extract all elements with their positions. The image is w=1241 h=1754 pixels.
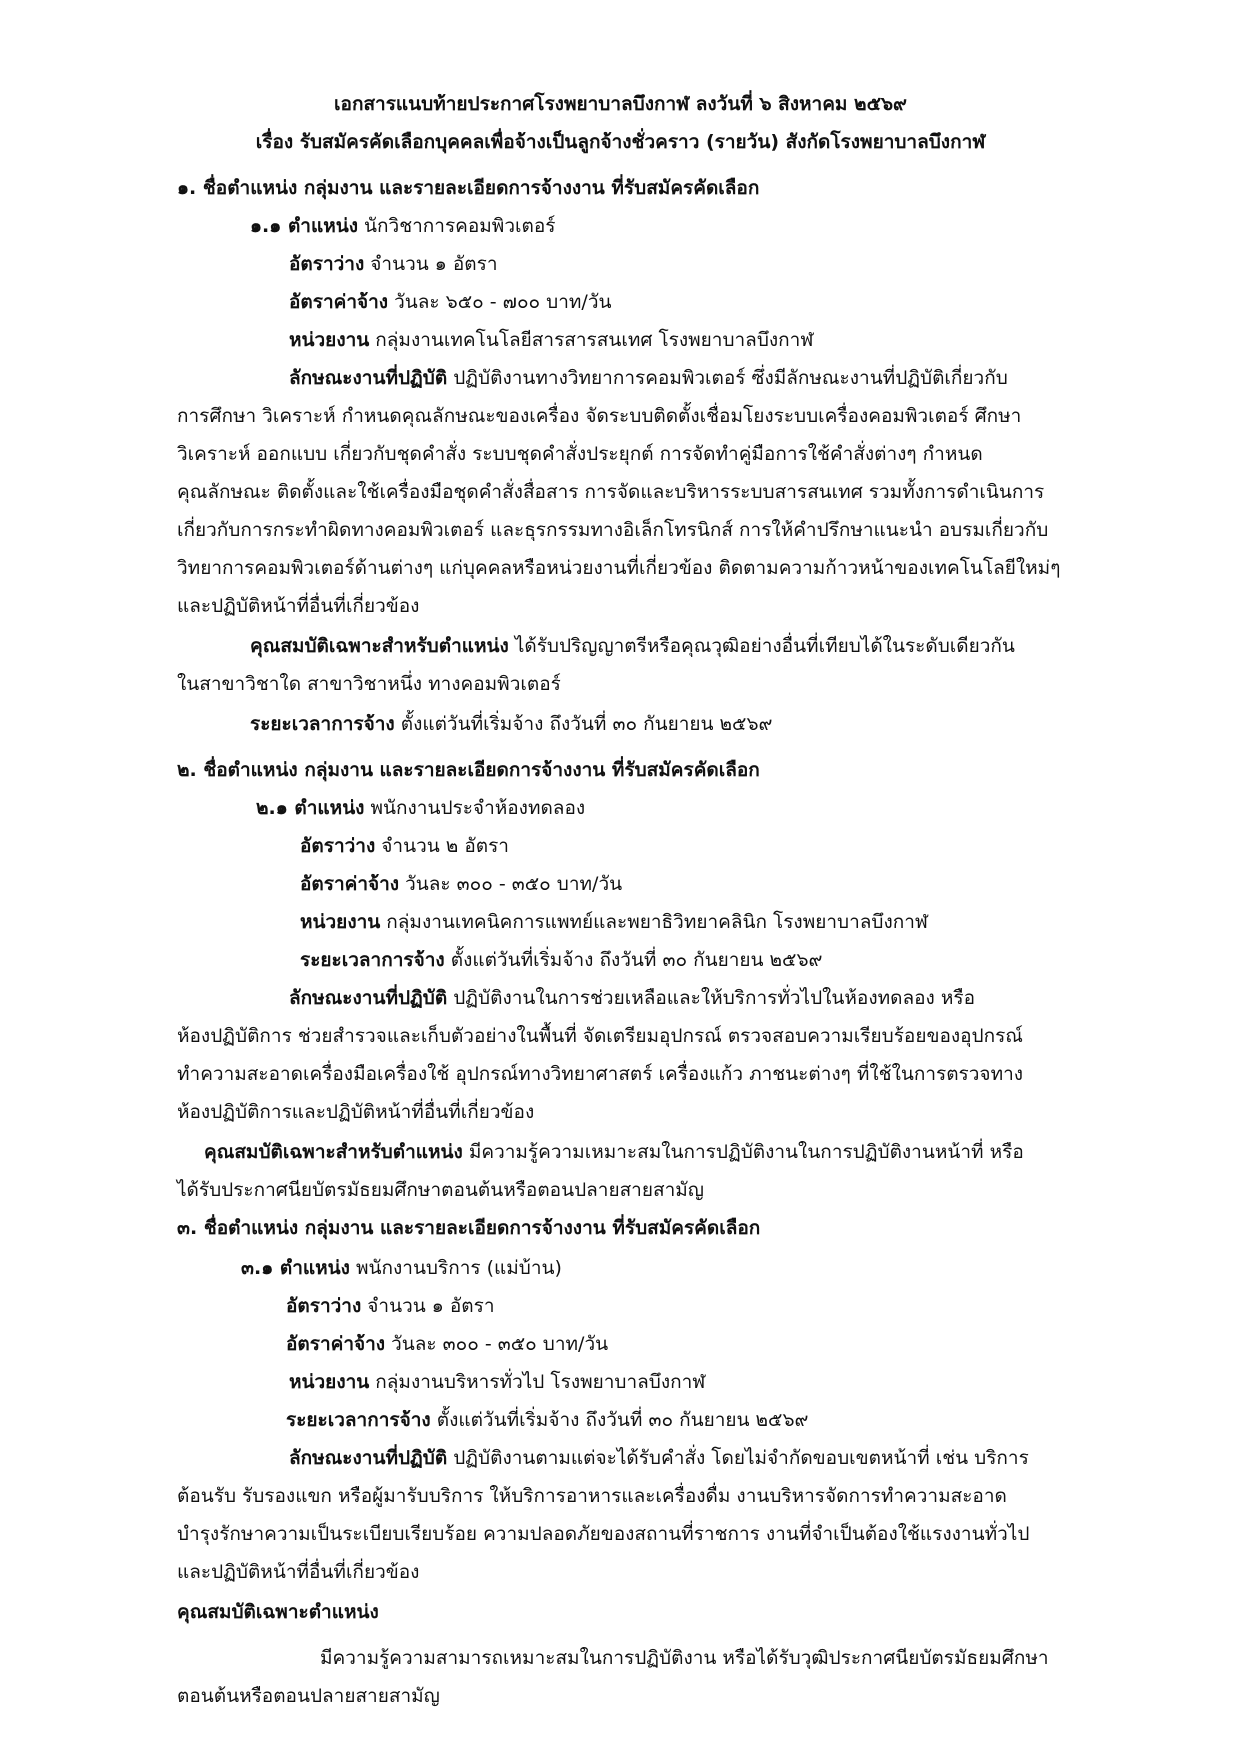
s2-vacancy: อัตราว่าง จำนวน ๒ อัตรา xyxy=(300,835,509,857)
header-line-2: เรื่อง รับสมัครคัดเลือกบุคคลเพื่อจ้างเป็นลูกจ้างชั่วคราว (รายวัน) สังกัดโรงพยาบาลบึงกาฬ xyxy=(255,131,986,153)
s2-duty-line: ห้องปฏิบัติการและปฏิบัติหน้าที่อื่นที่เกี่ยวข้อง xyxy=(177,1101,535,1123)
s1-period: ระยะเวลาการจ้าง ตั้งแต่วันที่เริ่มจ้าง ถึงวันที่ ๓๐ กันยายน ๒๕๖๙ xyxy=(250,713,773,735)
s2-qualification-cont: ได้รับประกาศนียบัตรมัธยมศึกษาตอนต้นหรือตอนปลายสายสามัญ xyxy=(177,1179,704,1201)
s2-duty-line: ทำความสะอาดเครื่องมือเครื่องใช้ อุปกรณ์ทางวิทยาศาสตร์ เครื่องแก้ว ภาชนะต่างๆ ที่ใช้ในการตรวจทาง xyxy=(177,1063,1024,1085)
header-line-1: เอกสารแนบท้ายประกาศโรงพยาบาลบึงกาฬ ลงวันที่ ๖ สิงหาคม ๒๕๖๙ xyxy=(334,93,907,115)
s3-duty-line: และปฏิบัติหน้าที่อื่นที่เกี่ยวข้อง xyxy=(177,1561,420,1583)
s3-unit: หน่วยงาน กลุ่มงานบริหารทั่วไป โรงพยาบาลบึงกาฬ xyxy=(289,1371,706,1393)
s1-duty-first-line: ลักษณะงานที่ปฏิบัติ ปฏิบัติงานทางวิทยาการคอมพิวเตอร์ ซึ่งมีลักษณะงานที่ปฏิบัติเกี่ยวกับ xyxy=(289,367,1008,389)
s2-position: ๒.๑ ตำแหน่ง พนักงานประจำห้องทดลอง xyxy=(256,797,586,819)
s2-duty-line: ห้องปฏิบัติการ ช่วยสำรวจและเก็บตัวอย่างในพื้นที่ จัดเตรียมอุปกรณ์ ตรวจสอบความเรียบร้อยของอุปกรณ์ xyxy=(177,1025,1023,1047)
s1-wage: อัตราค่าจ้าง วันละ ๖๕๐ - ๗๐๐ บาท/วัน xyxy=(289,291,612,313)
s2-wage: อัตราค่าจ้าง วันละ ๓๐๐ - ๓๕๐ บาท/วัน xyxy=(300,873,623,895)
s1-unit: หน่วยงาน กลุ่มงานเทคโนโลยีสารสารสนเทศ โรงพยาบาลบึงกาฬ xyxy=(289,329,814,351)
s1-duty-line: การศึกษา วิเคราะห์ กำหนดคุณลักษณะของเครื่อง จัดระบบติดตั้งเชื่อมโยงระบบเครื่องคอมพิวเตอร์ ศึกษา xyxy=(177,405,1022,427)
s1-position: ๑.๑ ตำแหน่ง นักวิชาการคอมพิวเตอร์ xyxy=(250,215,556,237)
s3-qualification-cont: ตอนต้นหรือตอนปลายสายสามัญ xyxy=(177,1685,440,1707)
s1-duty-line: วิเคราะห์ ออกแบบ เกี่ยวกับชุดคำสั่ง ระบบชุดคำสั่งประยุกต์ การจัดทำคู่มือการใช้คำสั่งต่างๆ กำหนด xyxy=(177,443,983,465)
s2-duty-first-line: ลักษณะงานที่ปฏิบัติ ปฏิบัติงานในการช่วยเหลือและให้บริการทั่วไปในห้องทดลอง หรือ xyxy=(289,987,975,1009)
s3-duty-line: ต้อนรับ รับรองแขก หรือผู้มารับบริการ ให้บริการอาหารและเครื่องดื่ม งานบริหารจัดการทำความสะอาด xyxy=(177,1485,1007,1507)
s2-period: ระยะเวลาการจ้าง ตั้งแต่วันที่เริ่มจ้าง ถึงวันที่ ๓๐ กันยายน ๒๕๖๙ xyxy=(300,949,823,971)
s3-qualification-heading: คุณสมบัติเฉพาะตำแหน่ง xyxy=(177,1601,379,1623)
s1-qualification-cont: ในสาขาวิชาใด สาขาวิชาหนึ่ง ทางคอมพิวเตอร์ xyxy=(177,673,561,695)
s1-duty-line: วิทยาการคอมพิวเตอร์ด้านต่างๆ แก่บุคคลหรือหน่วยงานที่เกี่ยวข้อง ติดตามความก้าวหน้าของเทคโนโลยีใหม่ๆ xyxy=(177,557,1061,579)
s3-period: ระยะเวลาการจ้าง ตั้งแต่วันที่เริ่มจ้าง ถึงวันที่ ๓๐ กันยายน ๒๕๖๙ xyxy=(286,1409,809,1431)
s3-wage: อัตราค่าจ้าง วันละ ๓๐๐ - ๓๕๐ บาท/วัน xyxy=(286,1333,609,1355)
s3-duty-line: บำรุงรักษาความเป็นระเบียบเรียบร้อย ความปลอดภัยของสถานที่ราชการ งานที่จำเป็นต้องใช้แรงงานทั่วไป xyxy=(177,1523,1030,1545)
s1-duty-line: และปฏิบัติหน้าที่อื่นที่เกี่ยวข้อง xyxy=(177,595,420,617)
s1-vacancy: อัตราว่าง จำนวน ๑ อัตรา xyxy=(289,253,498,275)
s1-duty-line: เกี่ยวกับการกระทำผิดทางคอมพิวเตอร์ และธุรกรรมทางอิเล็กโทรนิกส์ การให้คำปรึกษาแนะนำ อบรมเกี่ยวกับ xyxy=(177,519,1049,541)
section-2-heading: ๒. ชื่อตำแหน่ง กลุ่มงาน และรายละเอียดการจ้างงาน ที่รับสมัครคัดเลือก xyxy=(177,759,760,781)
s2-unit: หน่วยงาน กลุ่มงานเทคนิคการแพทย์และพยาธิวิทยาคลินิก โรงพยาบาลบึงกาฬ xyxy=(300,911,928,933)
section-1-heading: ๑. ชื่อตำแหน่ง กลุ่มงาน และรายละเอียดการจ้างงาน ที่รับสมัครคัดเลือก xyxy=(177,177,760,199)
s3-qualification: มีความรู้ความสามารถเหมาะสมในการปฏิบัติงาน หรือได้รับวุฒิประกาศนียบัตรมัธยมศึกษา xyxy=(320,1647,1049,1669)
s1-duty-line: คุณลักษณะ ติดตั้งและใช้เครื่องมือชุดคำสั่งสื่อสาร การจัดและบริหารระบบสารสนเทศ รวมทั้งการดำเนินการ xyxy=(177,481,1045,503)
s3-position: ๓.๑ ตำแหน่ง พนักงานบริการ (แม่บ้าน) xyxy=(241,1257,562,1279)
s1-qualification: คุณสมบัติเฉพาะสำหรับตำแหน่ง ได้รับปริญญาตรีหรือคุณวุฒิอย่างอื่นที่เทียบได้ในระดับเดียวกัน xyxy=(250,635,1015,657)
section-3-heading: ๓. ชื่อตำแหน่ง กลุ่มงาน และรายละเอียดการจ้างงาน ที่รับสมัครคัดเลือก xyxy=(177,1217,761,1239)
s3-duty-first-line: ลักษณะงานที่ปฏิบัติ ปฏิบัติงานตามแต่จะได้รับคำสั่ง โดยไม่จำกัดขอบเขตหน้าที่ เช่น บริการ xyxy=(289,1447,1029,1469)
s2-qualification: คุณสมบัติเฉพาะสำหรับตำแหน่ง มีความรู้ความเหมาะสมในการปฏิบัติงานในการปฏิบัติงานหน้าที่ หรือ xyxy=(204,1141,1024,1163)
s3-vacancy: อัตราว่าง จำนวน ๑ อัตรา xyxy=(286,1295,495,1317)
